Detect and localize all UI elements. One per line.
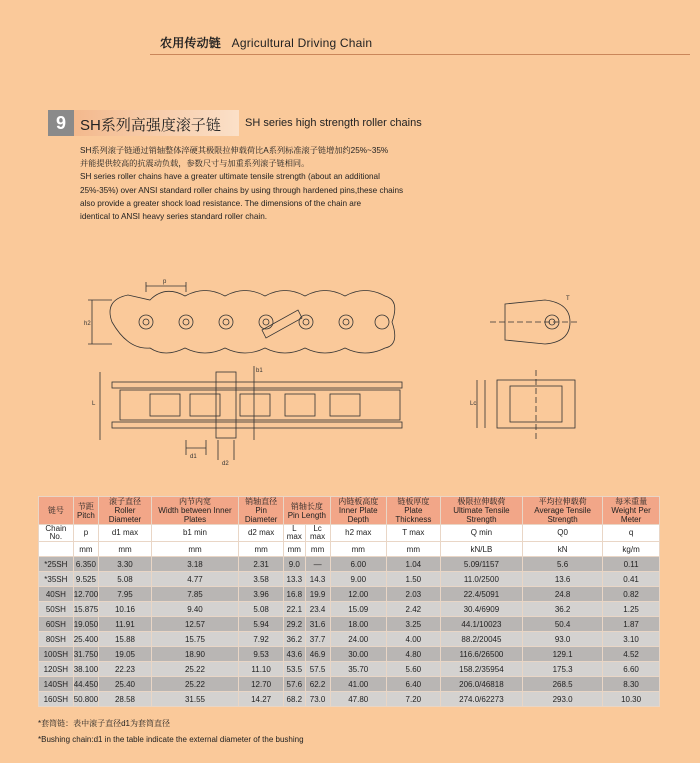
table-cell: 36.2 xyxy=(284,632,305,647)
unit-chain-no xyxy=(39,542,74,557)
description-line: also provide a greater shock load resistance. The dimensions of the chain are xyxy=(80,198,362,208)
table-cell: 2.42 xyxy=(386,602,440,617)
table-cell: 31.6 xyxy=(305,617,330,632)
table-cell: 15.75 xyxy=(151,632,238,647)
description-line: identical to ANSI heavy series standard roller chain. xyxy=(80,212,268,222)
table-cell: 7.20 xyxy=(386,692,440,707)
table-cell: 4.77 xyxy=(151,572,238,587)
sym-Lc: Lc max xyxy=(305,525,330,542)
label-d2: d2 xyxy=(222,461,229,467)
table-cell: 5.60 xyxy=(386,662,440,677)
table-cell: 268.5 xyxy=(523,677,603,692)
table-cell: 15.875 xyxy=(73,602,98,617)
table-cell: 129.1 xyxy=(523,647,603,662)
sym-pin-dia: d2 max xyxy=(239,525,284,542)
table-row xyxy=(39,587,660,602)
table-cell: 293.0 xyxy=(523,692,603,707)
table-cell: 6.350 xyxy=(73,557,98,572)
label-L: L xyxy=(92,401,96,407)
header-title-cn: 农用传动链 xyxy=(160,36,222,50)
section-number: 9 xyxy=(48,110,74,136)
col-header-plate-thickness: 链板厚度 Plate Thickness xyxy=(386,497,440,525)
table-cell: 19.9 xyxy=(305,587,330,602)
sym-Q: Q min xyxy=(440,525,522,542)
table-cell: 15.09 xyxy=(330,602,386,617)
table-cell: 30.4/6909 xyxy=(440,602,522,617)
unit-Q0: kN xyxy=(523,542,603,557)
table-body xyxy=(39,557,660,707)
table-cell: 57.6 xyxy=(284,677,305,692)
table-cell: 15.88 xyxy=(99,632,152,647)
col-header-plate-depth: 内链板高度 Inner Plate Depth xyxy=(330,497,386,525)
table-cell: 57.5 xyxy=(305,662,330,677)
table-cell: 13.3 xyxy=(284,572,305,587)
table-cell: 80SH xyxy=(39,632,74,647)
table-cell: 10.30 xyxy=(603,692,660,707)
table-cell: 31.55 xyxy=(151,692,238,707)
table-cell: 22.1 xyxy=(284,602,305,617)
table-cell: 22.23 xyxy=(99,662,152,677)
table-cell: *25SH xyxy=(39,557,74,572)
table-cell: 23.4 xyxy=(305,602,330,617)
table-cell: 5.6 xyxy=(523,557,603,572)
table-cell: 25.22 xyxy=(151,662,238,677)
footnote-cn: *套筒链：表中滚子直径d1为套筒直径 xyxy=(38,719,171,728)
col-header-roller-diameter: 滚子直径 Roller Diameter xyxy=(99,497,152,525)
description-line: SH系列滚子链通过销轴整体淬硬其极限拉伸载荷比A系列标准滚子链增加约25%~35% xyxy=(80,146,389,155)
table-cell: 116.6/26500 xyxy=(440,647,522,662)
table-cell: 11.0/2500 xyxy=(440,572,522,587)
table-cell: 31.750 xyxy=(73,647,98,662)
table-cell: 11.10 xyxy=(239,662,284,677)
label-T: T xyxy=(566,296,570,302)
table-cell: 28.58 xyxy=(99,692,152,707)
table-symbol-row xyxy=(39,525,660,542)
table-cell: 29.2 xyxy=(284,617,305,632)
table-cell: 14.27 xyxy=(239,692,284,707)
table-cell: 100SH xyxy=(39,647,74,662)
table-cell: 1.87 xyxy=(603,617,660,632)
table-row xyxy=(39,632,660,647)
unit-roller: mm xyxy=(99,542,152,557)
table-cell: 120SH xyxy=(39,662,74,677)
table-cell: 3.96 xyxy=(239,587,284,602)
table-cell: 12.00 xyxy=(330,587,386,602)
table-cell: 1.04 xyxy=(386,557,440,572)
table-cell: 9.0 xyxy=(284,557,305,572)
col-header-ultimate-strength: 极限拉伸载荷 Ultimate Tensile Strength xyxy=(440,497,522,525)
table-cell: 140SH xyxy=(39,677,74,692)
table-cell: 25.22 xyxy=(151,677,238,692)
table-cell: 3.18 xyxy=(151,557,238,572)
label-d1: d1 xyxy=(190,454,197,460)
table-cell: 5.08 xyxy=(99,572,152,587)
section-title-en: SH series high strength roller chains xyxy=(245,117,422,129)
table-cell: 158.2/35954 xyxy=(440,662,522,677)
table-cell: 4.80 xyxy=(386,647,440,662)
table-cell: 43.6 xyxy=(284,647,305,662)
sym-L: L max xyxy=(284,525,305,542)
sym-roller: d1 max xyxy=(99,525,152,542)
table-cell: 14.3 xyxy=(305,572,330,587)
table-cell: 53.5 xyxy=(284,662,305,677)
description-line: 并能提供较高的抗震动负载，参数尺寸与加重系列滚子链相同。 xyxy=(80,159,310,169)
table-cell: 3.10 xyxy=(603,632,660,647)
table-cell: 88.2/20045 xyxy=(440,632,522,647)
table-cell: 5.08 xyxy=(239,602,284,617)
sym-width: b1 min xyxy=(151,525,238,542)
table-cell: 47.80 xyxy=(330,692,386,707)
table-cell: 4.52 xyxy=(603,647,660,662)
table-cell: 3.58 xyxy=(239,572,284,587)
table-cell: 9.53 xyxy=(239,647,284,662)
table-cell: 93.0 xyxy=(523,632,603,647)
table-cell: 19.05 xyxy=(99,647,152,662)
table-cell: 12.57 xyxy=(151,617,238,632)
description-line: SH series roller chains have a greater ultimate tensile strength (about an additional xyxy=(80,172,380,182)
table-unit-row xyxy=(39,542,660,557)
sym-h2: h2 max xyxy=(330,525,386,542)
table-cell: 18.90 xyxy=(151,647,238,662)
table-cell: 206.0/46818 xyxy=(440,677,522,692)
table-cell: 50SH xyxy=(39,602,74,617)
table-cell: 50.800 xyxy=(73,692,98,707)
table-cell: 18.00 xyxy=(330,617,386,632)
unit-q: kg/m xyxy=(603,542,660,557)
table-cell: 3.30 xyxy=(99,557,152,572)
sym-T: T max xyxy=(386,525,440,542)
table-cell: 44.450 xyxy=(73,677,98,692)
col-header-width: 内节内宽 Width between Inner Plates xyxy=(151,497,238,525)
table-cell: 8.30 xyxy=(603,677,660,692)
table-row xyxy=(39,602,660,617)
footnote-en: *Bushing chain:d1 in the table indicate the external diameter of the bushing xyxy=(38,735,304,744)
spec-table xyxy=(38,496,660,707)
table-cell: 36.2 xyxy=(523,602,603,617)
table-cell: 175.3 xyxy=(523,662,603,677)
table-cell: 6.40 xyxy=(386,677,440,692)
table-cell: 24.8 xyxy=(523,587,603,602)
table-cell: 73.0 xyxy=(305,692,330,707)
table-cell: 0.82 xyxy=(603,587,660,602)
table-cell: 44.1/10023 xyxy=(440,617,522,632)
table-row xyxy=(39,647,660,662)
label-Lc: Lc xyxy=(470,401,477,407)
table-cell: 274.0/62273 xyxy=(440,692,522,707)
table-cell: 38.100 xyxy=(73,662,98,677)
table-cell: 37.7 xyxy=(305,632,330,647)
table-row xyxy=(39,677,660,692)
col-header-average-strength: 平均拉伸载荷 Average Tensile Strength xyxy=(523,497,603,525)
table-cell: 7.85 xyxy=(151,587,238,602)
table-cell: 60SH xyxy=(39,617,74,632)
label-pitch: p xyxy=(163,279,167,285)
table-cell: 10.16 xyxy=(99,602,152,617)
table-cell: 13.6 xyxy=(523,572,603,587)
table-row xyxy=(39,662,660,677)
table-cell: 2.03 xyxy=(386,587,440,602)
col-header-pin-diameter: 销轴直径 Pin Diameter xyxy=(239,497,284,525)
col-header-pin-length: 销轴长度 Pin Length xyxy=(284,497,331,525)
table-cell: 12.70 xyxy=(239,677,284,692)
table-cell: 40SH xyxy=(39,587,74,602)
table-cell: 19.050 xyxy=(73,617,98,632)
table-cell: 25.400 xyxy=(73,632,98,647)
table-cell: 11.91 xyxy=(99,617,152,632)
table-cell: 22.4/5091 xyxy=(440,587,522,602)
table-cell: — xyxy=(305,557,330,572)
unit-T: mm xyxy=(386,542,440,557)
col-chain-no-en: Chain No. xyxy=(39,525,74,542)
table-cell: 1.50 xyxy=(386,572,440,587)
table-cell: 16.8 xyxy=(284,587,305,602)
table-cell: 7.95 xyxy=(99,587,152,602)
table-header-row xyxy=(39,497,660,525)
unit-Lc: mm xyxy=(305,542,330,557)
unit-width: mm xyxy=(151,542,238,557)
header-title-en: Agricultural Driving Chain xyxy=(231,36,373,50)
table-cell: 12.700 xyxy=(73,587,98,602)
table-cell: 62.2 xyxy=(305,677,330,692)
unit-h2: mm xyxy=(330,542,386,557)
table-row xyxy=(39,617,660,632)
col-header-pitch: 节距 Pitch xyxy=(73,497,98,525)
table-cell: 2.31 xyxy=(239,557,284,572)
col-header-weight: 每米重量 Weight Per Meter xyxy=(603,497,660,525)
table-cell: *35SH xyxy=(39,572,74,587)
section-title-cn: SH系列高强度滚子链 xyxy=(80,117,221,134)
table-cell: 160SH xyxy=(39,692,74,707)
col-chain-no-cn: 链号 xyxy=(39,497,74,525)
table-cell: 9.40 xyxy=(151,602,238,617)
table-cell: 7.92 xyxy=(239,632,284,647)
unit-L: mm xyxy=(284,542,305,557)
table-cell: 9.525 xyxy=(73,572,98,587)
table-cell: 5.09/1157 xyxy=(440,557,522,572)
label-h2: h2 xyxy=(84,321,91,327)
label-b1: b1 xyxy=(256,368,263,374)
unit-Q: kN/LB xyxy=(440,542,522,557)
table-cell: 68.2 xyxy=(284,692,305,707)
unit-pitch: mm xyxy=(73,542,98,557)
table-cell: 35.70 xyxy=(330,662,386,677)
unit-pin-dia: mm xyxy=(239,542,284,557)
table-row xyxy=(39,572,660,587)
table-cell: 25.40 xyxy=(99,677,152,692)
table-cell: 24.00 xyxy=(330,632,386,647)
table-cell: 6.60 xyxy=(603,662,660,677)
description-line: 25%-35%) over ANSI standard roller chains by using through hardened pins,these chains xyxy=(80,185,404,195)
table-row xyxy=(39,557,660,572)
table-cell: 0.11 xyxy=(603,557,660,572)
table-row xyxy=(39,692,660,707)
table-cell: 46.9 xyxy=(305,647,330,662)
table-cell: 5.94 xyxy=(239,617,284,632)
table-cell: 9.00 xyxy=(330,572,386,587)
table-cell: 4.00 xyxy=(386,632,440,647)
table-cell: 0.41 xyxy=(603,572,660,587)
sym-q: q xyxy=(603,525,660,542)
sym-pitch: p xyxy=(73,525,98,542)
table-cell: 6.00 xyxy=(330,557,386,572)
sym-Q0: Q0 xyxy=(523,525,603,542)
table-cell: 50.4 xyxy=(523,617,603,632)
table-cell: 41.00 xyxy=(330,677,386,692)
table-cell: 3.25 xyxy=(386,617,440,632)
table-cell: 30.00 xyxy=(330,647,386,662)
table-cell: 1.25 xyxy=(603,602,660,617)
